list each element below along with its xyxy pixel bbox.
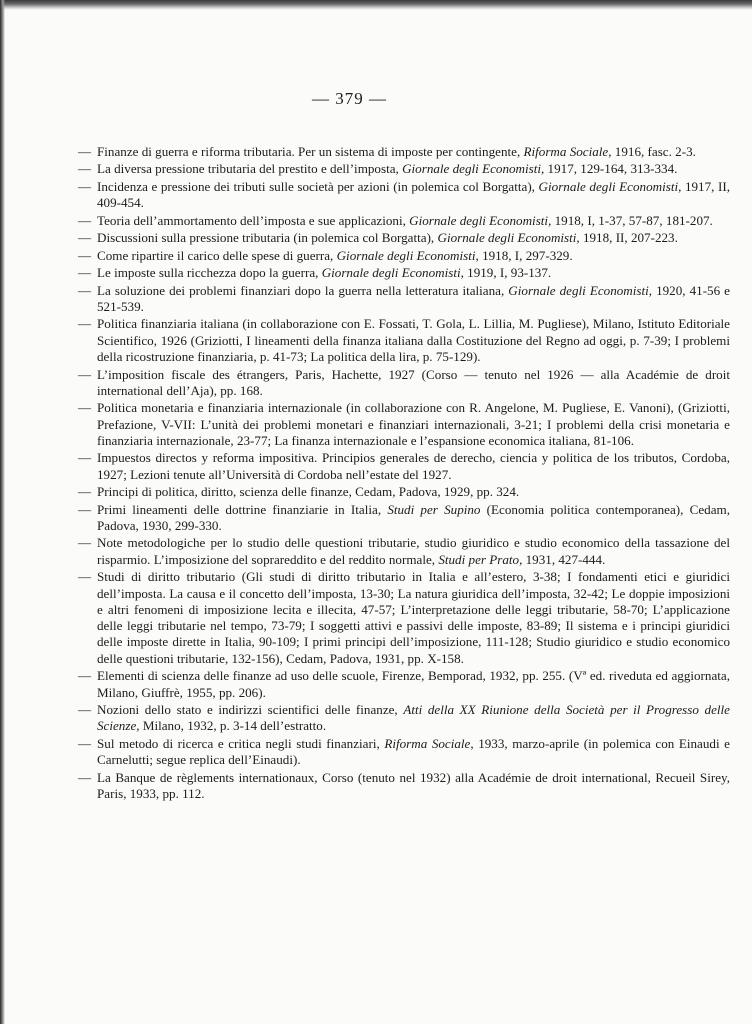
bibliography-entry xyxy=(78,161,730,177)
scan-top-edge xyxy=(0,0,752,10)
entry-text: 1933, marzo-aprile (in polemica con Einaudi e Carnelutti; segue replica dell’Einaudi). xyxy=(97,735,730,768)
entry-text: Finanze di guerra e riforma tributaria. Per un sistema di imposte per contingente, xyxy=(97,144,524,159)
entry-text: 1931, 427-444. xyxy=(522,551,606,567)
entry-text: Discussioni sulla pressione tributaria (in polemica col Borgatta), xyxy=(97,230,438,246)
entry-dash: — xyxy=(78,247,92,263)
entry-dash: — xyxy=(78,212,92,228)
bibliography-entry xyxy=(78,316,730,365)
bibliography-entry xyxy=(78,265,730,281)
entry-title-italic: Giornale degli Economisti, xyxy=(321,265,464,281)
bibliography-entry xyxy=(78,535,730,568)
entry-title-italic: Riforma Sociale, xyxy=(384,735,474,751)
bibliography-entry xyxy=(78,367,730,400)
entry-title-italic: Giornale degli Economisti, xyxy=(508,282,653,298)
entry-text: Impuestos directos y reforma impositiva. Principios generales de derecho, ciencia y politica de los tributos, Cordoba, 1927; Lezioni tenute all’Università di Cordoba nell’estate del 1927. xyxy=(97,450,730,482)
bibliography-entry xyxy=(78,484,730,500)
entry-text: Sul metodo di ricerca e critica negli studi finanziari, xyxy=(97,735,385,751)
bibliography-entry xyxy=(78,569,730,667)
bibliography-entry xyxy=(78,230,730,246)
entry-text: L’imposition fiscale des étrangers, Paris, Hachette, 1927 (Corso — tenuto nel 1926 — alla Académie de droit international dell’Aja), pp. 168. xyxy=(97,366,730,398)
entry-dash: — xyxy=(78,501,92,517)
entry-dash: — xyxy=(78,282,92,298)
entry-title-italic: Giornale degli Economisti, xyxy=(538,178,682,194)
entry-text: 1917, II, 409-454. xyxy=(97,178,730,211)
bibliography-list xyxy=(78,144,730,803)
entry-text: 1916, fasc. 2-3. xyxy=(611,144,696,159)
bibliography-entry xyxy=(78,179,730,212)
entry-title-italic: Atti della XX Riunione della Società per il Progresso delle Scienze, xyxy=(97,701,730,734)
entry-text: Milano, 1932, p. 3-14 dell’estratto. xyxy=(139,718,327,734)
entry-text: 1917, 129-164, 313-334. xyxy=(544,161,678,177)
entry-dash: — xyxy=(78,400,92,416)
page-number: — 379 — xyxy=(312,89,387,108)
entry-text: Studi di diritto tributario (Gli studi di diritto tributario in Italia e all’estero, 3-38; I fondamenti etici e giuridici dell’imposta. La causa e il concetto dell’imposta, 13-30; La natura giuridica dell’imposta, 32-42; Le doppie imposizioni e altri fenomeni di imposizione lecita e illecita, 47-57; L’interpretazione delle leggi tributarie, 58-70; L’applicazione delle leggi tributarie nel tempo, 73-79; I soggetti attivi e passivi delle imposte, 83-89; Il sistema e i principi giuridici delle imposte dirette in Italia, 90-109; I primi principi dell’imposizione, 111-128; Studio giuridico e studio economico delle questioni tributarie, 132-156), Cedam, Padova, 1931, pp. X-158. xyxy=(97,569,730,666)
entry-text: Politica monetaria e finanziaria internazionale (in collaborazione con R. Angelone, M. Pugliese, E. Vanoni), (Griziotti, Prefazione, V-VII: L’unità dei problemi monetari e finanziari internazionali, 3-21; I problemi della crisi monetaria e finanziaria internazionale, 23-77; La finanza internazionale e l’espansione economica italiana, 81-106. xyxy=(97,400,730,448)
entry-title-italic: Giornale degli Economisti, xyxy=(437,230,580,246)
bibliography-entry xyxy=(78,770,730,803)
entry-dash: — xyxy=(78,701,92,717)
entry-text: La soluzione dei problemi finanziari dopo la guerra nella letteratura italiana, xyxy=(97,282,509,298)
bibliography-entry xyxy=(78,248,730,264)
entry-dash: — xyxy=(78,178,92,194)
bibliography-entry xyxy=(78,283,730,316)
bibliography-entry xyxy=(78,668,730,701)
entry-text: Come ripartire il carico delle spese di guerra, xyxy=(97,247,337,263)
entry-text: 1918, I, 1-37, 57-87, 181-207. xyxy=(551,212,713,228)
entry-text: 1919, I, 93-137. xyxy=(463,265,552,281)
entry-text: Politica finanziaria italiana (in collaborazione con E. Fossati, T. Gola, L. Lillia, M. Pugliese), Milano, Istituto Editoriale Scientifico, 1926 (Griziotti, I lineamenti della finanza italiana dalla Costituzione del Regno ad oggi, p. 7-39; I problemi della ricostruzione finanziaria, p. 41-73; La politica della lira, p. 75-129). xyxy=(97,316,730,365)
entry-dash: — xyxy=(78,161,92,177)
entry-dash: — xyxy=(78,535,92,551)
bibliography-entry xyxy=(78,450,730,483)
entry-text: 1920, 41-56 e 521-539. xyxy=(97,282,730,314)
entry-title-italic: Studi per Prato, xyxy=(438,551,523,567)
bibliography-entry xyxy=(78,213,730,229)
entry-title-italic: Riforma Sociale, xyxy=(523,144,612,159)
entry-text: Elementi di scienza delle finanze ad uso delle scuole, Firenze, Bemporad, 1932, pp. 255. (Vª ed. riveduta ed aggiornata, Milano, Giuffrè, 1955, pp. 206). xyxy=(97,668,730,700)
entry-text: La diversa pressione tributaria del prestito e dell’imposta, xyxy=(97,161,403,177)
entry-text: Le imposte sulla ricchezza dopo la guerra, xyxy=(97,265,322,281)
entry-dash: — xyxy=(78,484,92,500)
scan-left-edge xyxy=(0,0,5,1024)
entry-dash: — xyxy=(78,735,92,751)
bibliography-entry xyxy=(78,400,730,449)
entry-text: Teoria dell’ammortamento dell’imposta e sue applicazioni, xyxy=(97,212,410,228)
entry-text: 1918, I, 297-329. xyxy=(478,247,573,263)
entry-text: 1918, II, 207-223. xyxy=(579,230,678,246)
entry-title-italic: Giornale degli Economisti, xyxy=(336,247,479,263)
entry-dash: — xyxy=(78,769,92,785)
entry-text: Nozioni dello stato e indirizzi scientifici delle finanze, xyxy=(97,701,404,717)
entry-dash: — xyxy=(78,144,92,159)
entry-dash: — xyxy=(78,450,92,466)
entry-text: Incidenza e pressione dei tributi sulle società per azioni (in polemica col Borgatta), xyxy=(97,178,539,194)
entry-dash: — xyxy=(78,668,92,684)
entry-text: Note metodologiche per lo studio delle questioni tributarie, studio giuridico e studio economico della tassazione del risparmio. L’imposizione del soprareddito e del reddito normale, xyxy=(97,535,730,567)
bibliography-entry xyxy=(78,502,730,535)
entry-text: Principi di politica, diritto, scienza delle finanze, Cedam, Padova, 1929, pp. 324. xyxy=(97,484,520,500)
entry-title-italic: Studi per Supino xyxy=(387,501,481,517)
entry-text: (Economia politica contemporanea), Cedam, Padova, 1930, 299-330. xyxy=(97,501,730,533)
entry-dash: — xyxy=(78,230,92,246)
entry-text: La Banque de règlements internationaux, Corso (tenuto nel 1932) alla Académie de droit international, Recueil Sirey, Paris, 1933, pp. 112. xyxy=(97,769,730,801)
entry-dash: — xyxy=(78,265,92,281)
bibliography-entry xyxy=(78,736,730,769)
entry-title-italic: Giornale degli Economisti, xyxy=(402,161,545,177)
entry-dash: — xyxy=(78,366,92,382)
entry-dash: — xyxy=(78,316,92,332)
entry-text: Primi lineamenti delle dottrine finanziarie in Italia, xyxy=(97,501,388,517)
bibliography-entry xyxy=(78,144,730,160)
entry-dash: — xyxy=(78,569,92,585)
bibliography-entry xyxy=(78,702,730,735)
entry-title-italic: Giornale degli Economisti, xyxy=(409,212,552,228)
